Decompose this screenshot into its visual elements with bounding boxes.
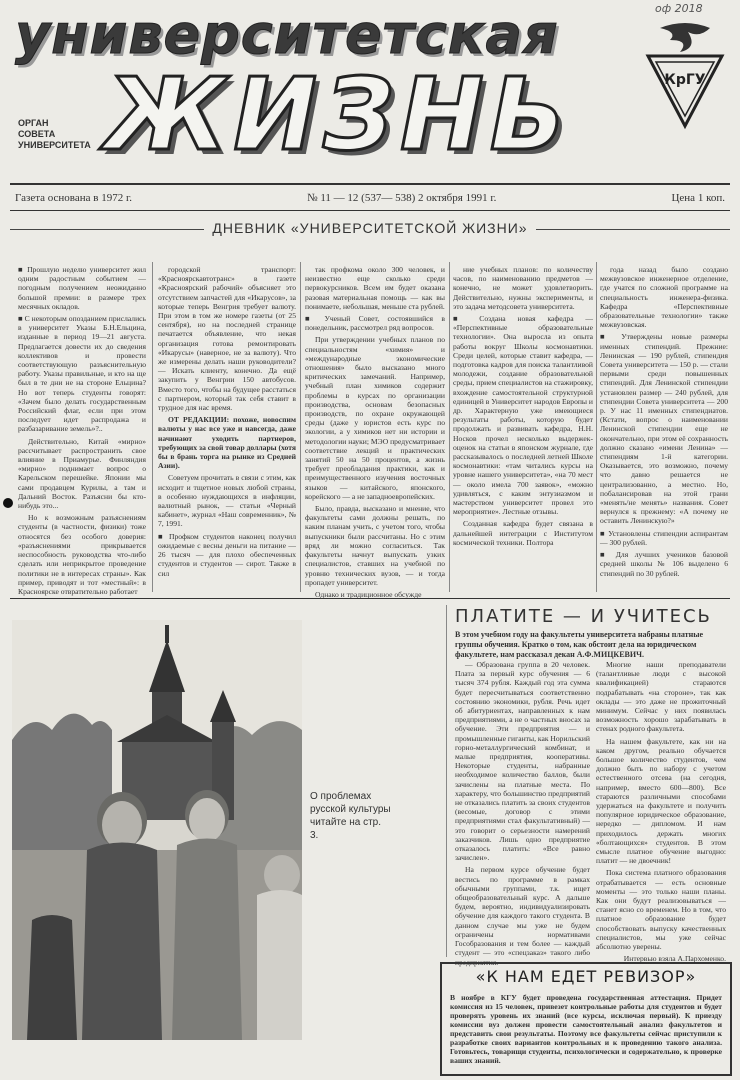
mid-rule xyxy=(10,598,730,599)
column-divider xyxy=(596,262,597,592)
byline: Интервью взяла А.Пархоменко. xyxy=(623,954,726,964)
article-title-paid: ПЛАТИТЕ — И УЧИТЕСЬ xyxy=(455,606,712,627)
logo-letters: КрГУ xyxy=(664,72,706,88)
university-logo xyxy=(640,18,730,128)
photo-caption: О проблемах русской культуры читайте на стр. 3. xyxy=(310,791,391,841)
revizor-title: «К НАМ ЕДЕТ РЕВИЗОР» xyxy=(475,967,697,986)
paragraph: На первом курсе обучение будет вестись по программе в рамках обычными группами, т.к. ищет общеобразовательный курс. А дальше будем, вероятно, индивидуализировать обучение для каждого такого студента. В данном случае мы уже не будем ограничены нормативами Гособразования и тем более — каждый студент — это «спецзаказ» такого либо предприятия. xyxy=(455,865,590,967)
editorial-note: ОТ РЕДАКЦИИ: похоже, новоспим валюты у нас все уже и навсегда, даже начинают уходить партнеров, требующих за свой товар доллары (хотя бы в брань торга на рынке из Средней Азии). xyxy=(158,415,296,471)
issue-number-date: № 11 — 12 (537— 538) 2 октября 1991 г. xyxy=(307,192,497,204)
paragraph: Но к возможным разъяснениям студенты (в частности, физики) тоже относятся без особого доверия: «разъяснениями прикрывается неспособность руководства что-либо сделать или неприкрытое проведение политики не в интересах страны». Как пример, приводят и тот «местный»: в Красноярске отвратительно работает xyxy=(18,513,146,596)
punch-hole xyxy=(3,498,13,508)
diary-column-2 xyxy=(158,265,296,595)
organ-label xyxy=(18,118,108,151)
paragraph: ние учебных планов: по количеству часов, по наименованию предметов — конечно, не может удовлетворить. Действительно, нужны эксперименты, и это задача методсовета университета. xyxy=(453,265,593,311)
paragraph: так профкома около 300 человек, и неизвестно еще сколько среди первокурсников. Всем им будет оказана разовая материальная помощь — как вы понимаете, небольшая, меньше ста рублей. xyxy=(305,265,445,311)
info-bar xyxy=(15,192,725,208)
paragraph: Пока система платного образования отрабатывается — есть основные моменты — это только наши планы. Как они будут реализовываться — станет ясно со временем. Но в том, что платное образование будет способствовать выпуску качественных специалистов, мы уже сейчас абсолютно уверены. xyxy=(596,868,726,952)
diary-column-3 xyxy=(305,265,446,599)
paragraph: — Образована группа в 20 человек. Плата за первый курс обучения — 6 тысяч 374 рубля. Каждый год эта сумма будет пересчитываться соответственно состоянию экономики, рубля. Речь идет об абитуриентах, направленных к нам предприятиями, а не о частных вносах за обучение. Эти предприятия — и промышленные гиганты, как Норильский горно-металлургический комбинат, и малые предприятия, кооперативы. Некоторые студенты, набранные необходимое количество баллов, были зачислены на платные места. По характеру, что большинство предприятий не отказались платить за своих студентов (весомые, договор с этими предприятиями стал факультативный) — это говорит о серьезности намерений заказчиков. Лишь одно предприятие отказалось платить: «Все равно зачислен». xyxy=(455,660,590,863)
paragraph: ■ Профком студентов наконец получил ожидаемые с весны деньги на питание — 26 тысяч — для плохо обеспеченных студентов и студентов — сирот. Также в сил xyxy=(158,532,296,578)
paragraph: года назад было создано межвузовское инженерное отделение, где учатся по сложной программе на специальность инженера-физика. Кафедра «Перспективные образовательные технологии» также межвузовская. xyxy=(600,265,728,330)
price: Цена 1 коп. xyxy=(671,192,725,204)
paragraph: ■ Утверждены новые размеры именных стипендий. Прежние: Ленинская — 190 рублей, стипендия Совета университета — 150 р. — стали первыми среди повышенных стипендий. Для Ленинской стипендии установлен размер — 240 рублей, для стипендии Совета университета — 200 р. У нас 11 именных стипендиатов. (Кстати, вопрос о наименовании Ленинской стипендии еще не окончательно, при этом её сохранность должно сказано «имени Ленина» — стипендиям 1-й категории. Оказывается, это возможно, почему что давно решается не централизованно, а местно. Но, побалансировав на этой грани «менять/не менять» названия. Совет вернулся к прежнему: «А почему не оставить Ленинскую?» xyxy=(600,332,728,525)
top-rule xyxy=(10,183,730,185)
paragraph: Однако и традиционное обсужде xyxy=(315,589,422,599)
founded-note: Газета основана в 1972 г. xyxy=(15,192,132,204)
organ-line: СОВЕТА xyxy=(18,129,56,139)
photo-children-church xyxy=(12,620,302,1040)
paid-column-1 xyxy=(455,660,590,967)
paragraph: Было, правда, высказано и мнение, что факультеты сами должны решать, по каким планам учить, с учетом того, чтобы выпускники были рассчитаны. Но с этим вряд ли можно согласиться. Так факультеты начнут выпускать узких специалистов, ставших на учебной по уровню технических вузов, — и тогда пропадет университет. xyxy=(305,504,445,587)
column-divider xyxy=(449,262,450,592)
info-rule xyxy=(10,210,730,211)
column-divider xyxy=(300,262,301,592)
paragraph: ■ С некоторым опозданием прислались в университет Указы Б.Н.Ельцина, изданные в период 19—21 августа. Предлагается довести их до сведения коллективов и провести соответствующую разъяснительную работу. Указы правильные, и кто на ще был в те дни не на стороне Ельцина? Но вот теперь студенты говорят: «Зачем было делать государственным Российский флаг, если при этом последует идет распродажа и разбазаривание земель»?.. xyxy=(18,314,146,434)
diary-column-1 xyxy=(18,265,146,596)
masthead-line1: университетская xyxy=(15,3,559,66)
paragraph: Созданная кафедра будет связана в дальнейшей интеграции с Институтом космической техники. Полтора xyxy=(453,519,593,547)
paragraph: ■ Для лучших учеников базовой средней школы № 106 выделено 6 стипендий по 30 рублей. xyxy=(600,550,728,578)
organ-line: ОРГАН xyxy=(18,118,49,128)
column-divider xyxy=(152,262,153,592)
paragraph: ■ Прошлую неделю университет жил одним радостным событием — погодным получением неожиданно большой премии: в размере трех месячных окладов. xyxy=(18,265,146,311)
paragraph: ■ Ученый Совет, состоявшийся в понедельник, рассмотрел ряд вопросов. xyxy=(305,314,445,332)
paragraph: городской транспорт: «Красноярскавтотранс» в газете «Красноярский рабочий» объясняет это отсутствием запчастей для «Икарусов», за которые теперь Венгрия требует валюту. При этом в том же номере газеты (от 25 сентября), но на последней странице печатается объявление, что некая организация готова ремонтировать «Икарусы» (наверное, не за валюту). Что же измерены делать наши руководители? — Искать клиенту, конечно. Да ещё закупить у Венгрии 150 автобусов. Вместо того, чтобы на будущее расстаться с партнером, который так себя ставит в трудное для нас время. xyxy=(158,265,296,413)
paid-column-2 xyxy=(596,660,726,964)
paragraph: На нашем факультете, как ни на каком другом, реально обучается большое количество студентов, чем должно быть по набору с учетом естественного отсева (на сегодня, например, вместо 600—800). Все стараются различными способами удержаться на факультете и получить популярное юридическое образование, нередко — дипломом. И нам приходилось держать многих «болтающихся» студентов. В этом смысле платное обучение выгодно: платит — не двоечник! xyxy=(596,736,726,866)
paragraph: Многие наши преподаватели (талантливые люди с высокой квалификацией) стараются подрабатывать «на стороне», так как оклады — это даже не прожиточный минимум. Сейчас у них появилась возможность хорошо зарабатывать в стенах родного факультета. xyxy=(596,660,726,734)
article-lead-paid: В этом учебном году на факультеты университета набраны платные группы обучения. Кратко о том, как обстоит дела на юридическом факультете, нам рассказал декан А.Ф.МИЦКЕВИЧ. xyxy=(455,630,703,659)
column-divider xyxy=(446,605,447,957)
masthead-line2: ЖИЗНЬ xyxy=(105,56,573,173)
paragraph: ■ Создана новая кафедра — «Перспективные образовательные технологии». Она выросла из опыта работы вокруг Школы космонавтики. Среди целей, которые ставит кафедра, — подготовка кадров для поиска талантливой молодежи, создание образовательной среды, прием специалистов на стажировку, вхождение самостоятельной структурной единицей в Университет народов Европы и др. Характерную уже имеющиеся результаты работы, которую будет продолжать и развивать кафедра, Н.Н. Носков прочел несколько выдержек-оценок на статьи в японском журнале, где рассказывалось о последней летней Школе космонавтики: «там читались курсы на уровне нашего университета», «на 70 мест — около имела 700 заявок», «можно удивляться, с каким энтузиазмом и мастерством университет провел это мероприятие». Лестные отзывы. xyxy=(453,314,593,516)
diary-column-4 xyxy=(453,265,593,590)
diary-column-5 xyxy=(600,265,728,590)
section-title xyxy=(10,220,730,238)
paragraph: ■ Установлены стипендии аспирантам — 300 рублей. xyxy=(600,529,728,547)
organ-line: УНИВЕРСИТЕТА xyxy=(18,140,91,150)
paragraph: Действительно, Китай «мирно» рассчитывает распространить свое влияние в Приамурье. Финляндия «мирно» поднимает вопрос о Карельском перешейке. Японии мы сами продавцем Курилы, а там и Дальний Восток. Разъясни бы кто-нибудь это... xyxy=(18,436,146,511)
section-title-text: ДНЕВНИК «УНИВЕРСИТЕТСКОЙ ЖИЗНИ» xyxy=(204,220,535,236)
archive-stamp: оф 2018 xyxy=(655,2,703,15)
flame-icon xyxy=(660,23,710,52)
revizor-text: В ноябре в КГУ будет проведена государственная аттестация. Придет комиссия из 15 человек, привезет контрольные работы для студентов и будет проверять уровень их знаний (все курсы, исключая первый). К приезду комиссии вуз должен провести самостоятельный анализ факультетов и представить свои результаты. Поэтому все факультеты сейчас приступили к разработке своих вариантов контрольных и к проведению такого анализа. Готовьтесь, товарищи студенты, психологически и содержательно, к проверке ваших знаний. xyxy=(450,993,722,1065)
paragraph: Советуем прочитать в связи с этим, как исходит и тщетное новых любой страны, в особенно нуждающихся в инфляции, валютный рынок, — статьи «Черный кабинет», журнал «Наш современник», № 7, 1991. xyxy=(158,473,296,529)
paragraph: При утверждении учебных планов по специальностям «химия» и «международные экономические отношения» было высказано много критических замечаний. Например, учебный план химиков содержит проблемы в курсах по организации производства, основам безопасных производств, по охране окружающей среды (даже у юристов есть курс по экологии, а у химиков нет ни истории и методологии науки; МЭО предусматривает соответствие лекций и практических занятий 50 на 50 процентов, а жизнь требует преобладания практики, как и преимущественного изучения восточных языков — китайского, японского, корейского — а не западноевропейских. xyxy=(305,335,446,501)
